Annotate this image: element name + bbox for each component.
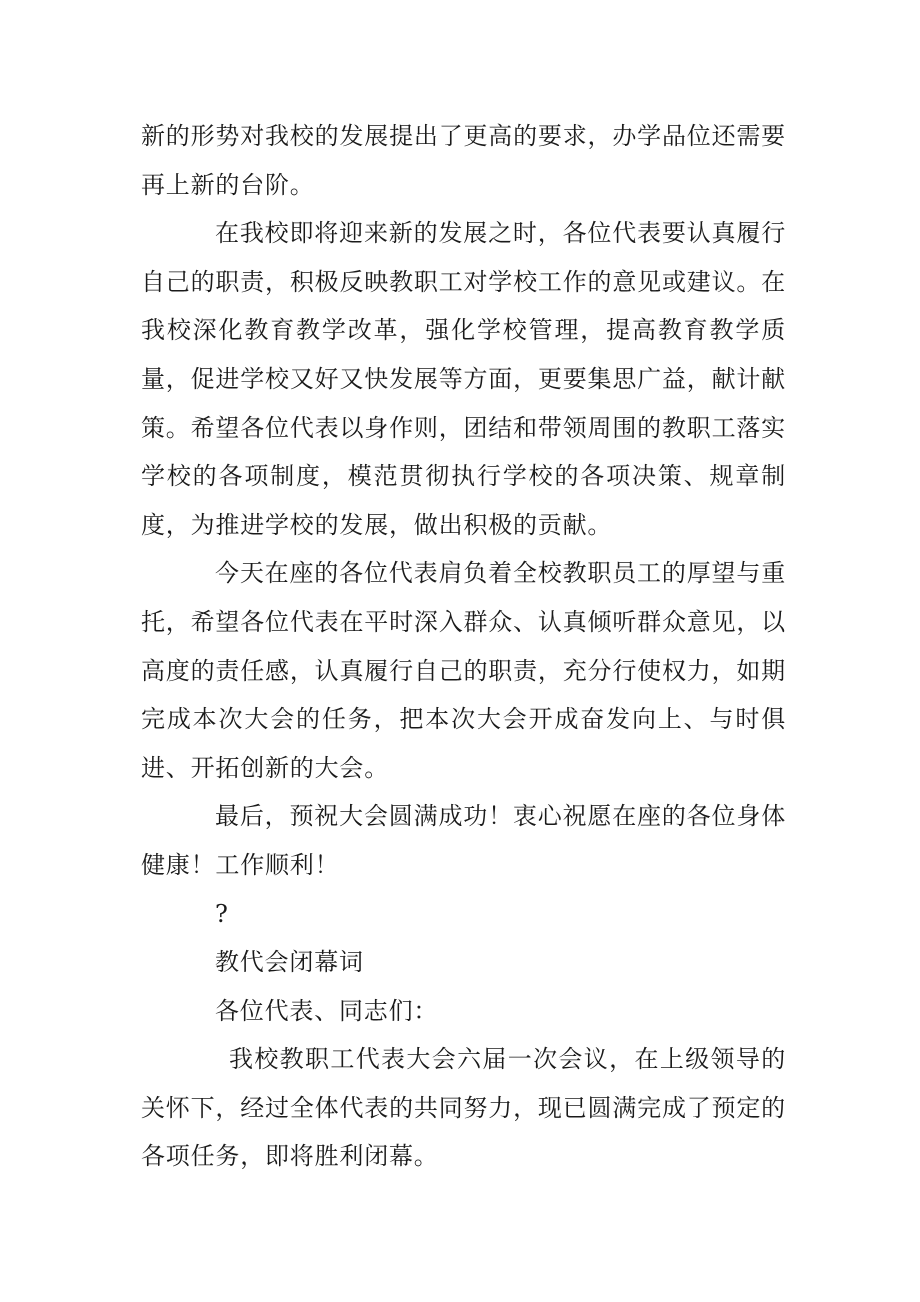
paragraph-continuation: 新的形势对我校的发展提出了更高的要求，办学品位还需要再上新的台阶。	[141, 122, 786, 199]
paragraph-representatives-expectations: 今天在座的各位代表肩负着全校教职员工的厚望与重托，希望各位代表在平时深入群众、认真倾听群众意见，以高度的责任感，认真履行自己的职责，充分行使权力，如期完成本次大会的任务，把本次大会开成奋发向上、与时俱进、开拓创新的大会。	[141, 559, 786, 782]
salutation: 各位代表、同志们：	[215, 996, 439, 1025]
paragraph-closing-speech-opening: 我校教职工代表大会六届一次会议，在上级领导的关怀下，经过全体代表的共同努力，现已圆满完成了预定的各项任务，即将胜利闭幕。	[141, 1045, 786, 1171]
separator-mark: ?	[215, 899, 229, 928]
paragraph-representatives-duties: 在我校即将迎来新的发展之时，各位代表要认真履行自己的职责，积极反映教职工对学校工作的意见或建议。在我校深化教育教学改革，强化学校管理，提高教育教学质量，促进学校又好又快发展等方面，更要集思广益，献计献策。希望各位代表以身作则，团结和带领周围的教职工落实学校的各项制度，模范贯彻执行学校的各项决策、规章制度，为推进学校的发展，做出积极的贡献。	[141, 219, 786, 539]
paragraph-closing-wishes: 最后，预祝大会圆满成功！衷心祝愿在座的各位身体健康！工作顺利！	[141, 802, 786, 879]
section-title: 教代会闭幕词	[215, 948, 364, 977]
document-body	[141, 112, 786, 1181]
